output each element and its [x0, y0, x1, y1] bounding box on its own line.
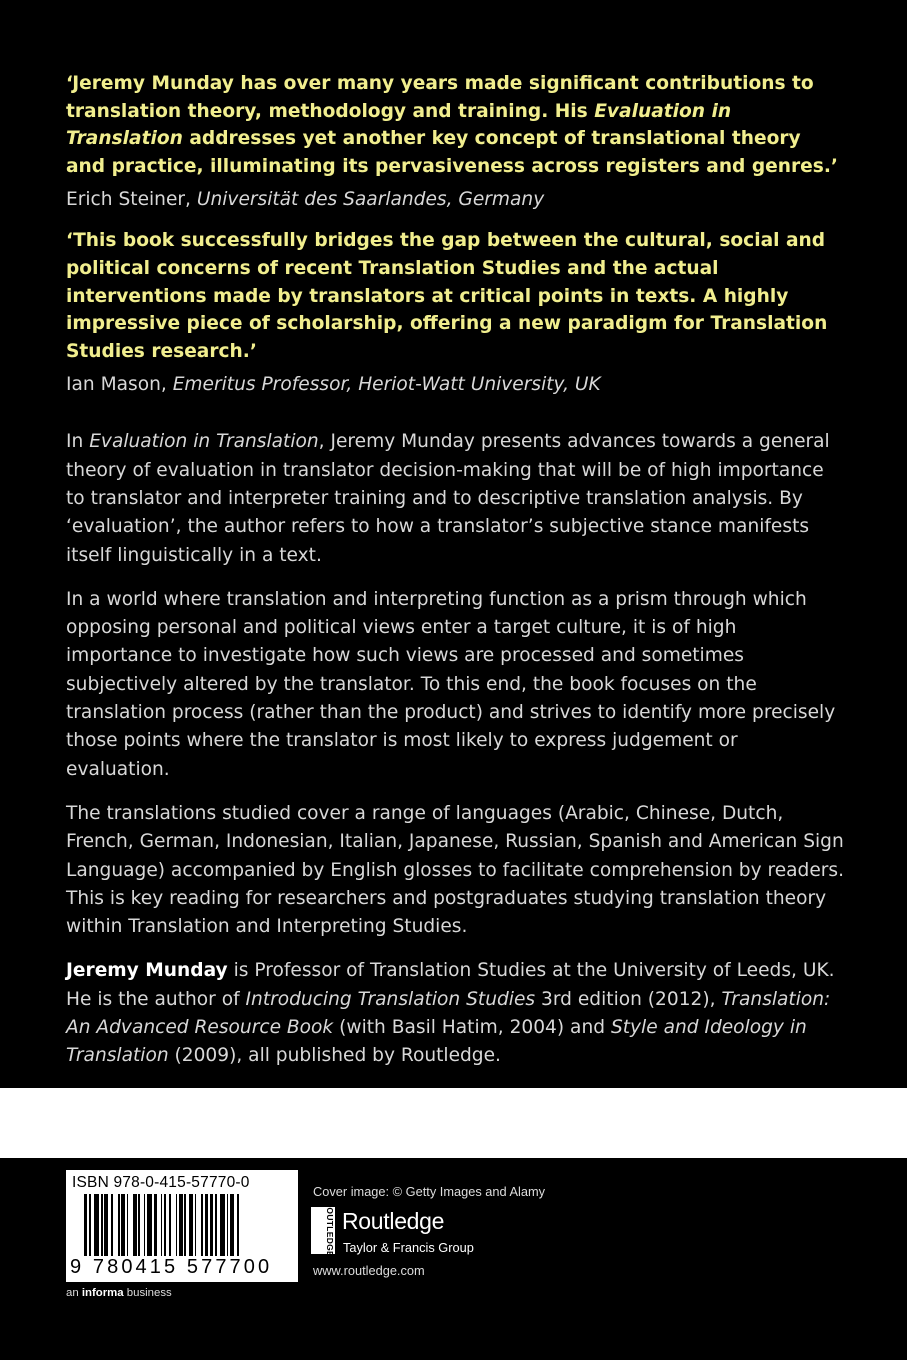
endorsement-quote-1: ‘Jeremy Munday has over many years made significant contributions to translation theory, methodology and training. His Evaluation in Translation addresses yet another key concept of translational theory and practice, illuminating its pervasiveness across registers and genres.’	[66, 73, 838, 177]
barcode-bar	[121, 1194, 124, 1256]
barcode-bar	[201, 1194, 203, 1256]
description-paragraph-3: The translations studied cover a range of languages (Arabic, Chinese, Dutch, French, German, Indonesian, Italian, Japanese, Russian, Spanish and American Sign Language) accompanied by English glosses to facilitate comprehension by readers. This is key reading for researchers and postgraduates studying translation theory within Translation and Interpreting Studies.	[66, 802, 845, 938]
book-title-italic: Evaluation in Translation	[66, 100, 732, 150]
isbn-number: ISBN 978-0-415-57770-0	[72, 1174, 250, 1191]
publisher-group: Taylor & Francis Group	[343, 1240, 474, 1255]
barcode-bar	[189, 1194, 192, 1256]
barcode-digits: 9 780415 577700	[70, 1256, 273, 1278]
cover-text	[66, 70, 846, 1149]
white-band	[0, 1088, 907, 1158]
barcode-bar	[237, 1194, 239, 1256]
barcode-bar	[210, 1194, 213, 1256]
barcode-bar	[205, 1194, 208, 1256]
endorsement-quote-2: ‘This book successfully bridges the gap between the cultural, social and political concerns of recent Translation Studies and the actual interventions made by translators at critical points in texts. A highly impressive piece of scholarship, offering a new paradigm for Translation Studies research.’	[66, 230, 828, 362]
description-paragraph-2: In a world where translation and interpreting function as a prism through which opposing personal and political views enter a target culture, it is of high importance to investigate how such views are processed and sometimes subjectively altered by the translator. To this end, the book focuses on the translation process (rather than the product) and strives to identify more precisely those points where the translator is most likely to express judgement or evaluation.	[66, 588, 836, 780]
barcode-bar	[144, 1194, 146, 1256]
barcode-bar	[84, 1194, 87, 1256]
barcode-bar	[89, 1194, 91, 1256]
cover-image-credit: Cover image: © Getty Images and Alamy	[313, 1184, 546, 1199]
barcode-bar	[133, 1194, 136, 1256]
description-paragraph-1: In Evaluation in Translation, Jeremy Munday presents advances towards a general theory of evaluation in translator decision-making that will be of high importance to translator and interpreter training and to descriptive translation analysis. By ‘evaluation’, the author refers to how a translator’s subjective stance manifests itself linguistically in a text.	[66, 431, 830, 566]
barcode-bar	[184, 1194, 186, 1256]
barcode-bar	[179, 1194, 182, 1256]
barcode-bar	[138, 1194, 140, 1256]
barcode-bar	[101, 1194, 103, 1256]
barcode-bar	[111, 1194, 113, 1256]
routledge-logo-icon: ROUTLEDGE	[311, 1207, 335, 1254]
barcode-bar	[176, 1194, 178, 1256]
barcode-bar	[169, 1194, 171, 1256]
barcode-bar	[215, 1194, 217, 1256]
publisher-url: www.routledge.com	[313, 1263, 425, 1278]
isbn-barcode-box	[66, 1170, 298, 1282]
barcode-bar	[94, 1194, 99, 1256]
barcode-bar	[230, 1194, 233, 1256]
endorsement-attribution-2: Ian Mason, Emeritus Professor, Heriot-Watt University, UK	[66, 374, 601, 396]
publisher-name: Routledge	[342, 1208, 445, 1234]
barcode-bar	[104, 1194, 107, 1256]
endorsement-attribution-1: Erich Steiner, Universität des Saarlandes, Germany	[66, 189, 545, 211]
barcode-bar	[227, 1194, 229, 1256]
barcode-bar	[154, 1194, 157, 1256]
barcode-bar	[127, 1194, 129, 1256]
informa-business-label: an informa business	[66, 1287, 172, 1299]
barcode-bar	[161, 1194, 163, 1256]
barcode-bar	[220, 1194, 225, 1256]
barcode-bar	[147, 1194, 152, 1256]
barcode-bar	[195, 1194, 197, 1256]
author-bio: Jeremy Munday is Professor of Translation Studies at the University of Leeds, UK. He is the author of Introducing Translation Studies 3rd edition (2012), Translation: An Advanced Resource Book (with Basil Hatim, 2004) and Style and Ideology in Translation (2009), all published by Routledge.	[66, 960, 835, 1067]
barcode-bar	[118, 1194, 120, 1256]
barcode-icon	[84, 1194, 289, 1256]
barcode-bar	[164, 1194, 166, 1256]
